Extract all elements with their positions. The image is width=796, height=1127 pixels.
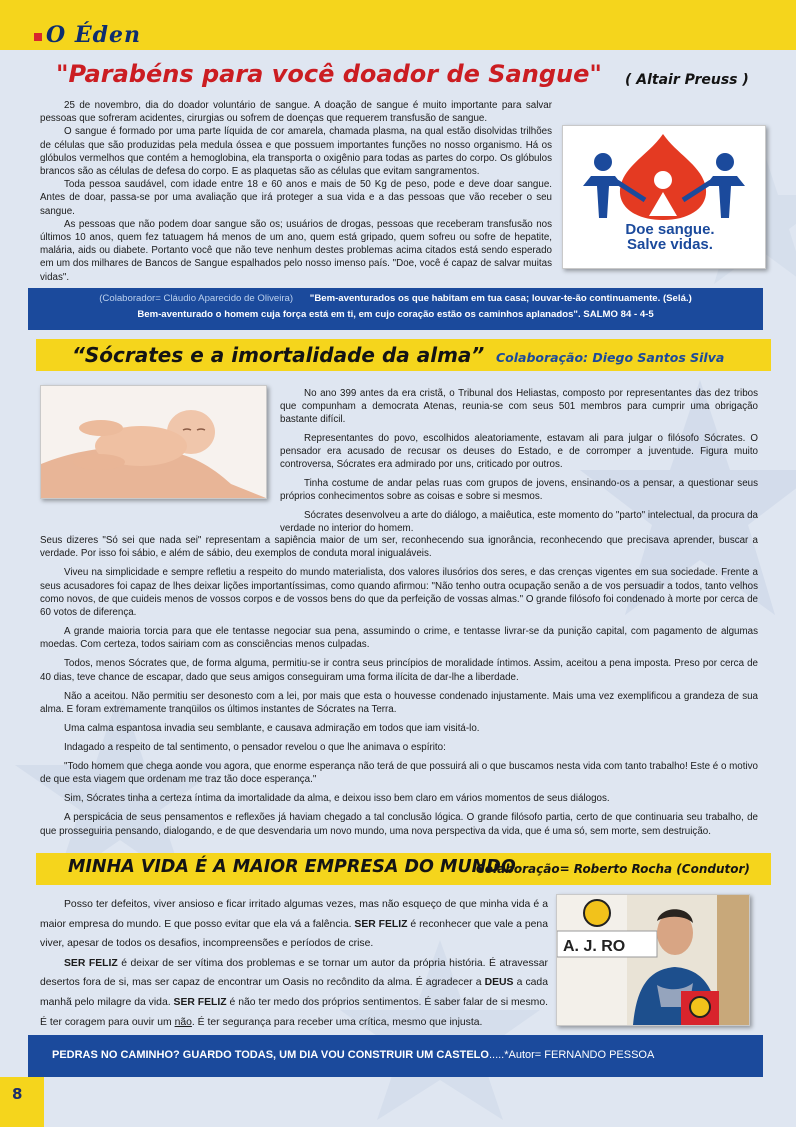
baby-photo xyxy=(40,385,267,499)
psalm-quote-line1: "Bem-aventurados os que habitam em tua casa; louvar-te-ão continuamente. (Selá.) xyxy=(309,293,692,304)
article-body-socrates-top xyxy=(280,387,758,541)
paragraph: Indagado a respeito de tal sentimento, o pensador revelou o que lhe animava o espírito: xyxy=(64,741,446,753)
ser-feliz-emphasis: SER FELIZ xyxy=(173,996,227,1008)
header-bullet xyxy=(34,33,42,41)
blood-drop-people-icon xyxy=(563,126,765,226)
page-number-box xyxy=(0,1077,44,1127)
pessoa-author: .....*Autor= FERNANDO PESSOA xyxy=(488,1049,655,1061)
pessoa-quote: PEDRAS NO CAMINHO? GUARDO TODAS, UM DIA VOU CONSTRUIR UM CASTELO xyxy=(52,1049,489,1061)
author-photo xyxy=(556,894,750,1026)
photo-sign-text: A. J. RO xyxy=(563,938,626,955)
blood-donation-slogan xyxy=(600,222,740,252)
paragraph: Seus dizeres "Só sei que nada sei" representam a sapiência maior de um ser, reconhecendo sua ignorância, reconhecendo que precisava aprender, buscar a verdade. Por isso foi sábio, e além de sábio, deu exemplos de conduta moral inigualáveis. xyxy=(40,535,758,560)
paragraph: No ano 399 antes da era cristã, o Tribunal dos Heliastas, composto por representantes das dez tribos que compunham a democrata Atenas, reunia-se com seus 501 membros para cumprir uma obrigação bastante difícil. xyxy=(280,388,758,426)
article-body-blood-donation xyxy=(40,99,552,284)
deus-emphasis: DEUS xyxy=(484,977,514,989)
paragraph: 25 de novembro, dia do doador voluntário de sangue. A doação de sangue é muito importante para salvar pessoas que sofreram acidentes, cirurgias ou sofrem de doenças que requerem transfusão de sangue. xyxy=(40,100,552,125)
article-title-blood-donation: "Parabéns para você doador de Sangue" xyxy=(56,60,602,88)
paragraph: Toda pessoa saudável, com idade entre 18 e 60 anos e mais de 50 Kg de peso, pode e deve doar sangue. Antes de doar, passa-se por uma avaliação que irá proteger a sua vida e a das pessoas que vão receber o seu sangue. xyxy=(40,179,552,217)
paragraph: Viveu na simplicidade e sempre refletiu a respeito do mundo materialista, dos valores ilusórios dos seres, e das crenças vigentes em sua sociedade. Frente a seus acusadores foi capaz de lhes deixar lições importantíssimas, como quando afirmou: "Não tenho outra ocupação senão a de vos persuadir a todos, tanto velhos como novos, de que cuideis menos de vossos corpos e de vossos bens do que da perfeição de vossas almas." O grande filósofo foi condenado à morte por cerca de 60 votos de diferença. xyxy=(40,567,758,618)
paragraph: A grande maioria torcia para que ele tentasse negociar sua pena, assumindo o crime, e tentasse livrar-se da punição capital, com pagamento de algumas moedas. Com certeza, todos sairiam com as consciências menos culpadas. xyxy=(40,626,758,651)
article-body-socrates-bottom xyxy=(40,534,758,844)
paragraph: Não a aceitou. Não permitiu ser desonesto com a lei, por mais que esta o houvesse condenado injustamente. Mais uma vez exemplificou a grandeza de sua alma. E foram extremamente tranqüilos os últimos instantes de Sócrates na Terra. xyxy=(40,690,758,715)
article-author-life: Colaboração= Roberto Rocha (Condutor) xyxy=(476,862,750,876)
paragraph: Representantes do povo, escolhidos aleatoriamente, estavam ali para julgar o filósofo Sócrates. O pensador era acusado de recusar os deuses do Estado, e de corromper a juventude. Figura muito controversa, Sócrates era admirado por uns, criticado por outros. xyxy=(280,433,758,471)
slogan-line: Salve vidas. xyxy=(627,236,713,253)
paragraph: A perspicácia de seus pensamentos e reflexões já haviam chegado a tal conclusão lógica. O grande filósofo partia, certo de que continuaria seu trabalho, de que prosseguiria pensando, dialogando, e de que desvendaria um novo mundo, uma nova perspectiva da vida, que é uma só, sem morte, sem destruição. xyxy=(40,812,758,837)
article-author-socrates: Colaboração: Diego Santos Silva xyxy=(496,350,725,365)
psalm-banner xyxy=(28,288,763,330)
article-title-life: MINHA VIDA É A MAIOR EMPRESA DO MUNDO xyxy=(68,857,516,877)
paragraph: Todos, menos Sócrates que, de forma alguma, permitiu-se ir contra seus princípios de moralidade íntimos. Assim, aceitou a pena imposta. Preso por cerca de 40 dias, teve chance de escapar, dado que seus amigos conseguiram uma forma ilícita de dar-lhe a liberdade. xyxy=(40,658,758,683)
paragraph: O sangue é formado por uma parte líquida de cor amarela, chamada plasma, na qual estão disolvidas trilhões de células que são produzidas pela medula óssea e que possuem importantes funções no nosso organismo. Há os glóbulos vermelhos que contém a hemoglobina, ela transporta o oxigênio para todas as partes do corpo. Os glóbulos brancos são as células de defesa do corpo. E as plaquetas são as células que evitam sangramentos. xyxy=(40,126,552,178)
paragraph: "Todo homem que chega aonde vou agora, que enorme esperança não terá de que possuirá ali o que buscamos nesta vida com tanto trabalho! Este é o motivo de que esta viagem que ordenam me traz tão doce esperança." xyxy=(40,761,758,786)
nao-underlined: não xyxy=(174,1016,192,1028)
article-body-life xyxy=(40,895,548,1032)
quote-banner xyxy=(28,1035,763,1077)
paragraph: Sim, Sócrates tinha a certeza íntima da imortalidade da alma, e deixou isso bem claro em vários momentos de seus diálogos. xyxy=(64,793,610,805)
slogan-line: Doe sangue. xyxy=(625,221,715,238)
banner-collaborator: (Colaborador= Cláudio Aparecido de Oliveira) xyxy=(99,293,294,304)
ser-feliz-emphasis: SER FELIZ xyxy=(64,957,118,969)
paragraph: Uma calma espantosa invadia seu semblante, e causava admiração em todos que iam visitá-lo. xyxy=(64,722,480,734)
man-photo-image xyxy=(557,895,749,1025)
baby-image xyxy=(41,386,266,498)
article-title-socrates: “Sócrates e a imortalidade da alma” xyxy=(72,343,485,367)
page-number: 8 xyxy=(12,1085,23,1103)
header-bar xyxy=(0,0,796,50)
paragraph: Posso ter defeitos, viver ansioso e ficar irritado algumas vezes, mas não esqueço de que minha vida é a maior empresa do mundo. E que posso evitar que ela vá a falência. SER FELIZ é reconhecer que vale a pena viver, apesar de todos os desafios, incompreensões e períodos de crise. xyxy=(40,899,548,950)
paragraph: Sócrates desenvolveu a arte do diálogo, a maiêutica, este momento do "parto" intelectual, da procura da verdade no interior do homem. xyxy=(280,509,758,534)
paragraph: As pessoas que não podem doar sangue são os; usuários de drogas, pessoas que receberam transfusão nos últimos 10 anos, quem fez tatuagem há menos de um ano, quem está gripado, quem sofreu ou sofre de hepatite, malária, aids ou diabete. Portanto você que não teve nenhum destes problemas acima citados está sendo esperado em um dos milhares de Bancos de Sangue espalhados pelo nosso imenso país. "Doe, você é capaz de salvar muitas vidas". xyxy=(40,218,552,283)
ser-feliz-emphasis: SER FELIZ xyxy=(354,918,408,930)
article-author-blood-donation: ( Altair Preuss ) xyxy=(625,72,749,88)
paragraph: SER FELIZ é deixar de ser vítima dos problemas e se tornar um autor da própria história. É atravessar desertos fora de si, mas ser capaz de encontrar um Oasis no recôndito da alma. É agradecer a DEUS a cada manhã pelo milagre da vida. SER FELIZ é não ter medo dos próprios sentimentos. É saber falar de si mesmo. É ter coragem para ouvir um não. É ter segurança para receber uma crítica, mesmo que injusta. xyxy=(40,957,548,1028)
psalm-quote-line2: Bem-aventurado o homem cuja força está em ti, em cujo coração estão os caminhos aplanados". SALMO 84 - 4-5 xyxy=(137,309,654,320)
magazine-logo: O Éden xyxy=(46,22,141,48)
paragraph: Tinha costume de andar pelas ruas com grupos de jovens, ensinando-os a pensar, a questionar seus próprios conhecimentos sobre as coisas e sobre si mesmos. xyxy=(280,478,758,503)
